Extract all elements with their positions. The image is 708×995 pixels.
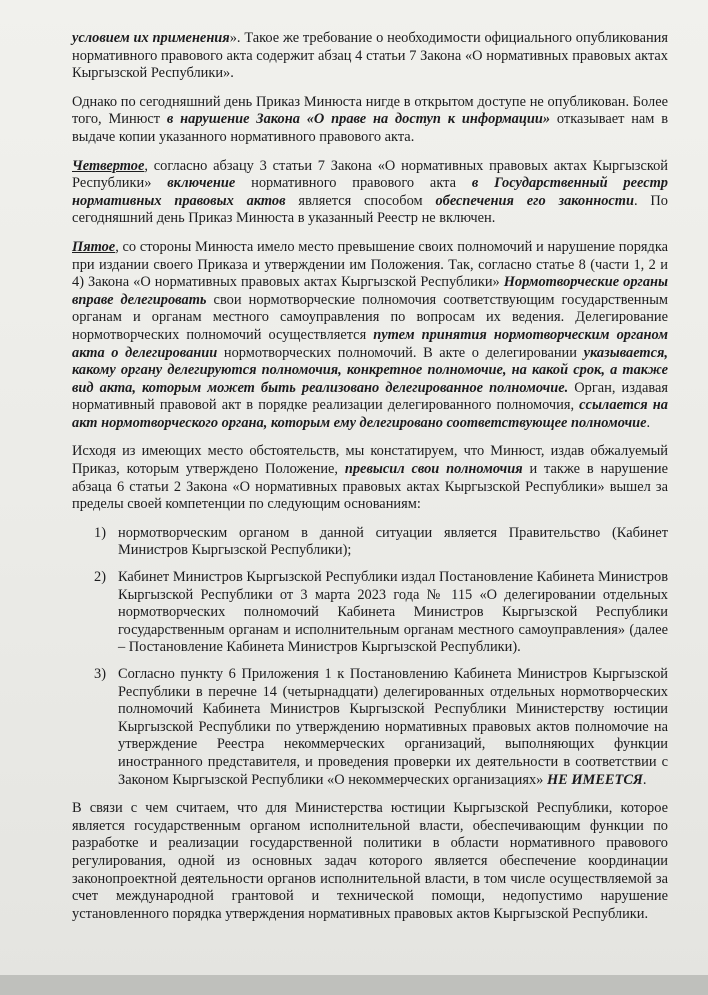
text: и также в нарушение абзаца 6 статьи 2 Закона «О нормативных правовых актах Кыргызской Республики» вышел за пределы своей компетенции по следующим основаниям: — [72, 461, 668, 513]
emphasis: в нарушение Закона «О праве на доступ к информации» — [166, 111, 551, 128]
text: Орган, издавая нормативный правовой акт в порядке реализации делегированного полномочия, — [72, 379, 668, 414]
text: нормотворческих полномочий. В акте о делегировании — [217, 344, 584, 361]
section-heading: Пятое — [72, 238, 116, 255]
list-text: Кабинет Министров Кыргызской Республики издал Постановление Кабинета Министров Кыргызской Республики от 3 марта 2023 года № 115 «О делегировании отдельных нормотворческих полномочий Кабинета Министров Кыргызской Республики государственным органам и исполнительным органам местного самоуправления» (далее – Постановление Кабинета Министров Кыргызской Республики). — [118, 569, 668, 656]
text: В связи с чем считаем, что для Министерства юстиции Кыргызской Республики, которое является государственным органом исполнительной власти, обеспечивающим функции по разработке и реализации государственной политики в области нормативного правового регулирования, одной из основных задач которого является обеспечение координации законопроектной деятельности органов исполнительной власти, в том числе осуществляемой за счет международной грантовой и технической помощи, недопустимо нарушение установленного порядка утверждения нормативных правовых актов Кыргызской Республики. — [72, 800, 668, 922]
list-number: 1) — [94, 524, 106, 541]
paragraph-final — [72, 800, 668, 923]
text: нормативного правового акта — [235, 175, 472, 192]
list-number: 2) — [94, 569, 106, 586]
paragraph-continuation — [72, 30, 668, 83]
text: . — [642, 771, 647, 788]
emphasis: обеспечения его законности — [435, 192, 634, 209]
list-item — [72, 666, 668, 789]
text: Однако по сегодняшний день Приказ Минюста нигде в открытом доступе не опубликован. Более того, Минюст — [72, 93, 668, 128]
text: . По сегодняшний день Приказ Минюста в указанный Реестр не включен. — [72, 192, 668, 227]
emphasis: в Государственный реестр нормативных правовых актов — [72, 175, 668, 209]
list-text: Согласно пункту 6 Приложения 1 к Постановлению Кабинета Министров Кыргызской Республики в перечне 14 (четырнадцати) делегированных отдельных нормотворческих полномочий Кабинета Министров Кыргызской Республики Министерству юстиции Кыргызской Республики по утверждению нормативных правовых актов полномочие на утверждение Реестра некоммерческих организаций, выполняющих функции иностранного представителя, и проведения проверки их деятельности в соответствии с Законом Кыргызской Республики «О некоммерческих организациях» — [118, 666, 668, 788]
section-heading: Четвертое — [72, 157, 145, 174]
emphasis: ссылается на акт нормотворческого органа, которым ему делегировано соответствующее полномочие — [72, 397, 668, 431]
text: Исходя из имеющих место обстоятельств, мы констатируем, что Минюст, издав обжалуемый Приказ, которым утверждено Положение, — [72, 443, 668, 478]
emphasis: превысил свои полномочия — [344, 461, 523, 478]
grounds-list — [72, 525, 668, 789]
emphasis: включение — [167, 175, 236, 192]
emphasis: НЕ ИМЕЕТСЯ — [546, 771, 643, 788]
text: , со стороны Минюста имело место превышение своих полномочий и нарушение порядка при издании своего Приказа и утверждении им Положения. Так, согласно статье 8 (части 1, 2 и 4) Закона «О нормативных правовых актах Кыргызской Республики» — [72, 238, 668, 291]
text: является способом — [285, 192, 436, 209]
emphasis: Нормотворческие органы вправе делегировать — [72, 274, 668, 308]
list-number: 3) — [94, 666, 106, 682]
text: ». Такое же требование о необходимости официального опубликования нормативного правового акта содержит абзац 4 статьи 7 Закона «О нормативных правовых актах Кыргызской Республики». — [72, 30, 668, 82]
emphasis: указывается, какому органу делегируются полномочия, конкретное полномочие, на какой срок, а также вид акта, которым может быть реализовано делегированное полномочие. — [72, 344, 669, 396]
text: свои нормотворческие полномочия соответствующим государственным органам и органам местного самоуправления по вопросам их ведения. Делегирование нормотворческих полномочий осуществляется — [72, 291, 668, 343]
list-item — [72, 525, 668, 560]
page-edge-shadow — [0, 975, 708, 995]
text: , согласно абзацу 3 статьи 7 Закона «О нормативных правовых актах Кыргызской Республики» — [72, 157, 668, 192]
list-item — [72, 569, 668, 657]
emphasis: путем принятия нормотворческим органом акта о делегировании — [72, 326, 668, 361]
text: . — [646, 414, 651, 431]
text: отказывает нам в выдаче копии указанного нормативного правового акта. — [72, 111, 669, 145]
paragraph-fifth — [72, 239, 668, 433]
paragraph-conclusion-intro — [72, 443, 668, 513]
document-body — [72, 30, 668, 934]
paragraph-not-published — [72, 94, 668, 147]
emphasis: условием их применения — [72, 30, 230, 46]
list-text: нормотворческим органом в данной ситуации является Правительство (Кабинет Министров Кыргызской Республики); — [118, 524, 668, 559]
paragraph-fourth — [72, 158, 668, 228]
